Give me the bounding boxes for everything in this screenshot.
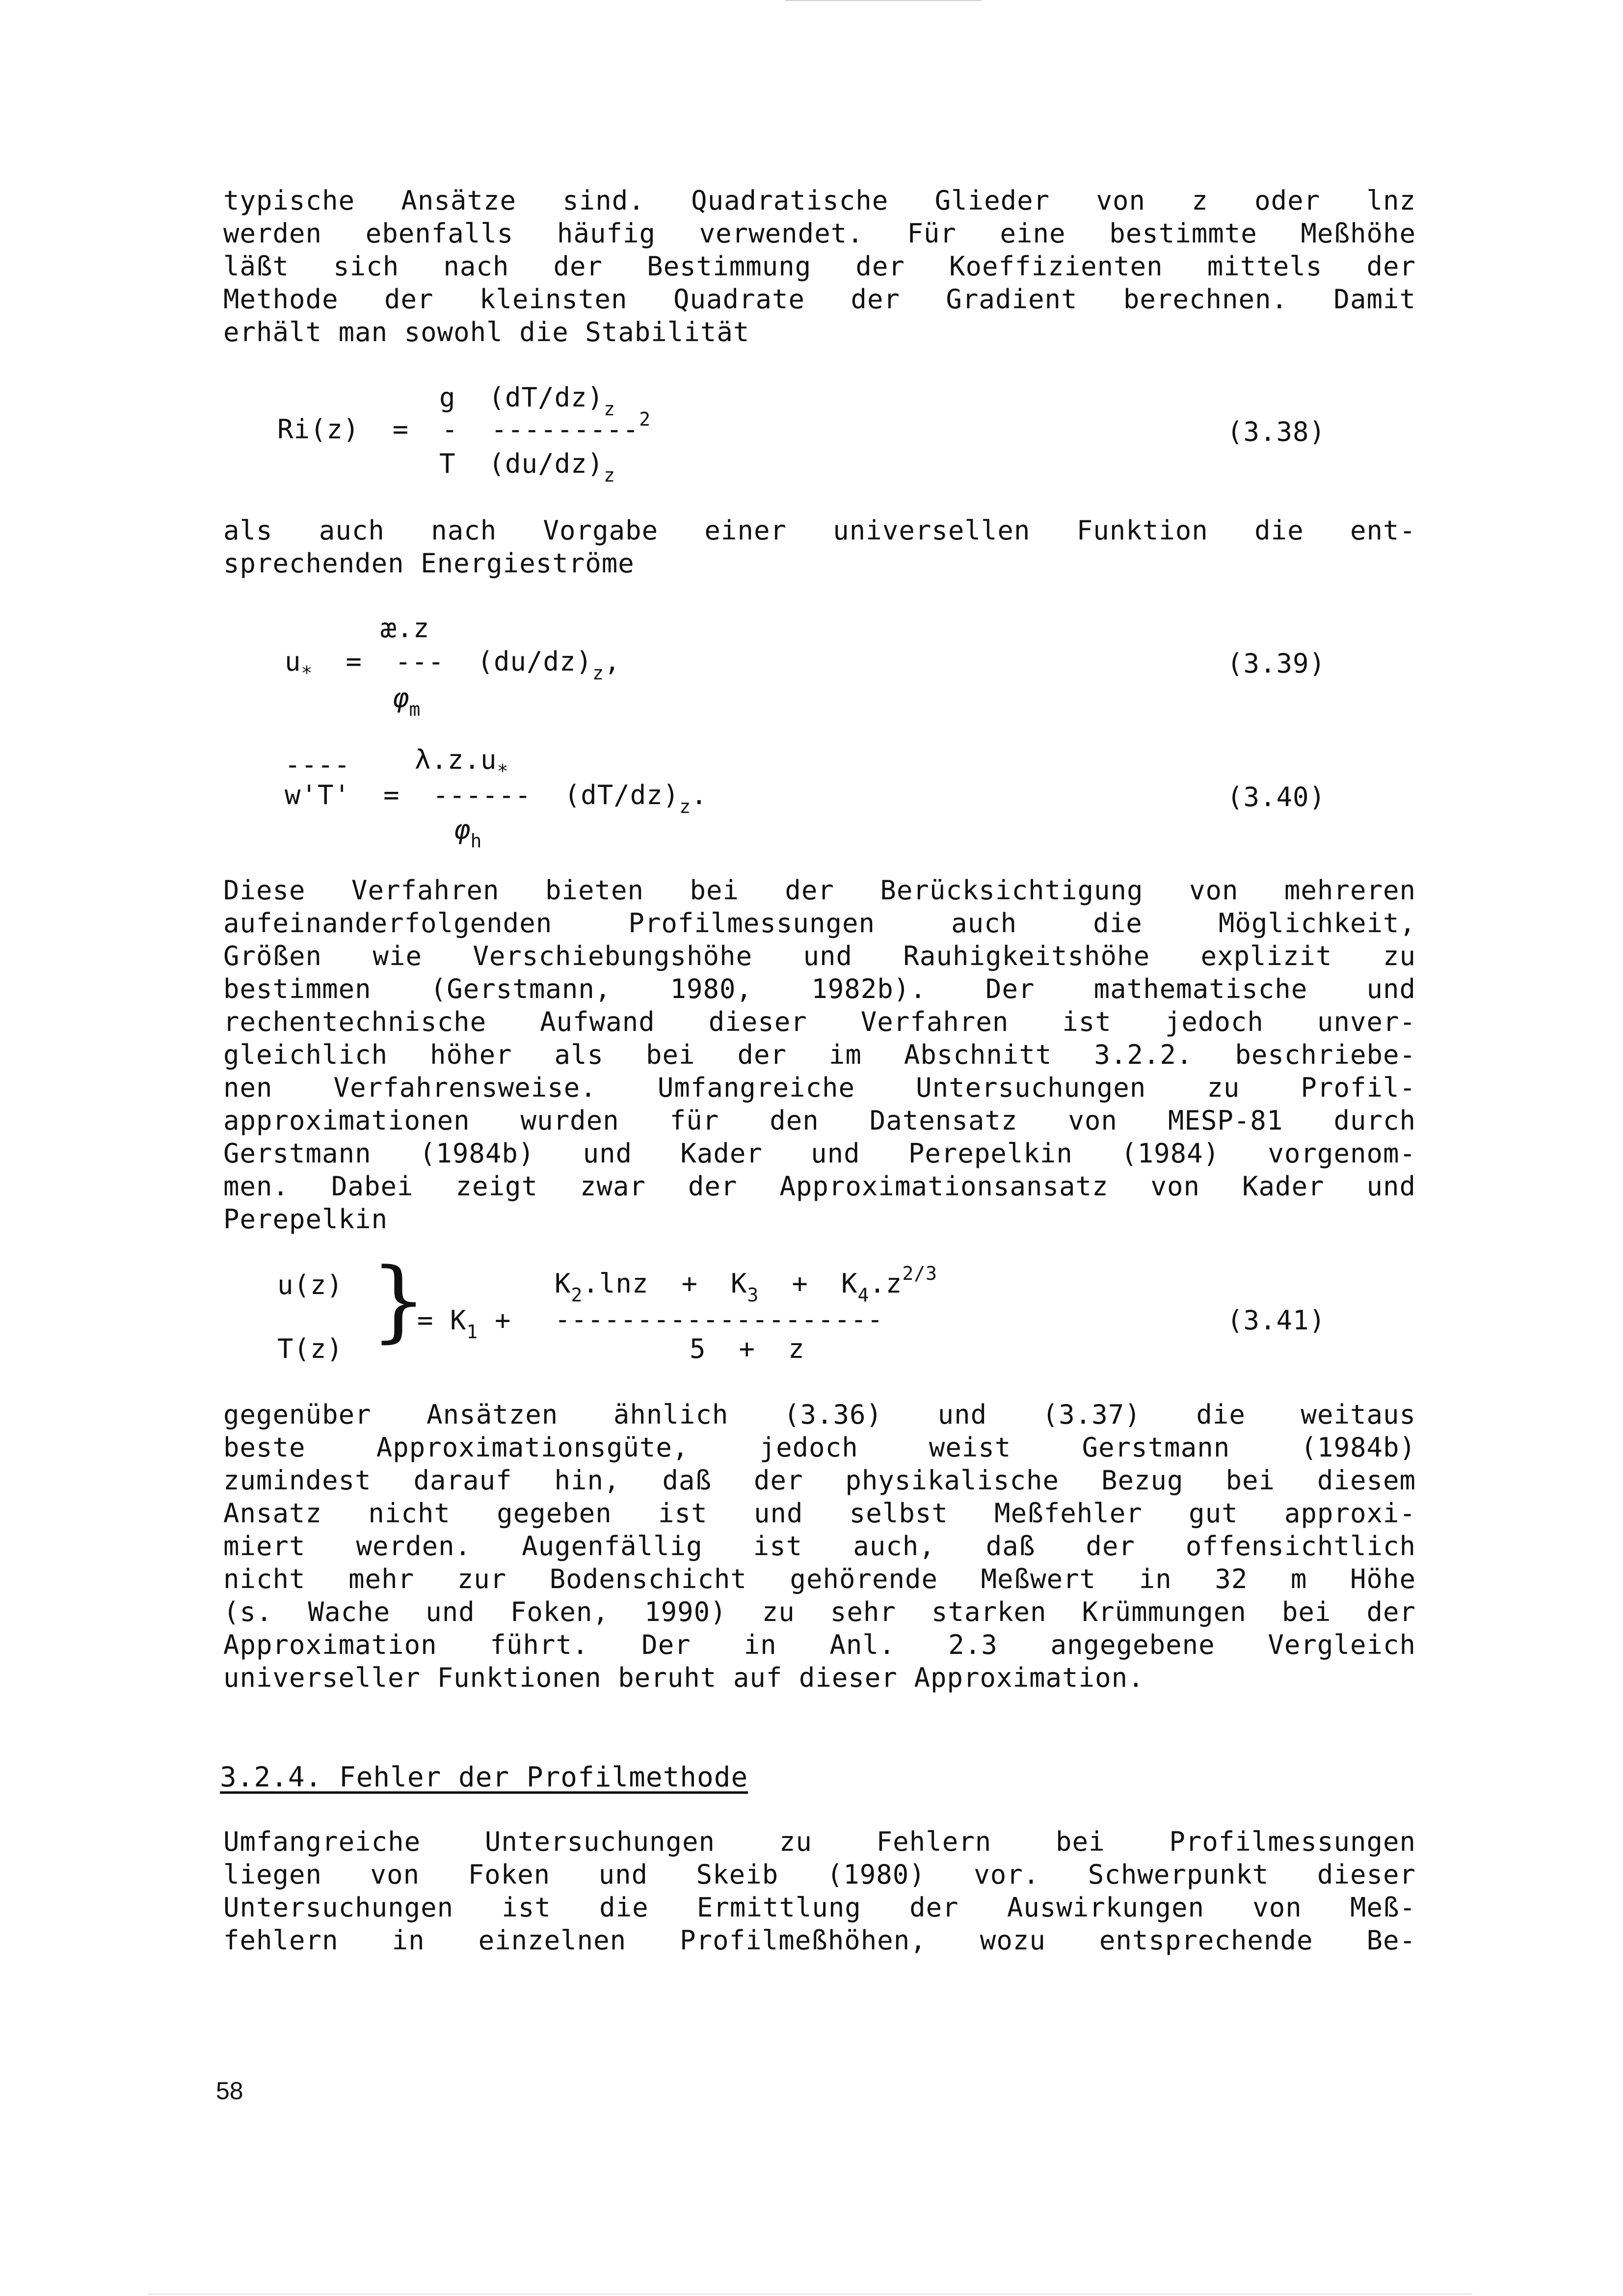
paragraph-3 bbox=[223, 874, 1416, 1236]
eq-subscript: 4 bbox=[857, 1284, 870, 1306]
text-line: typische Ansätze sind. Quadratische Glieder von z oder lnz bbox=[223, 185, 1416, 216]
text-line: nicht mehr zur Bodenschicht gehörende Meßwert in 32 m Höhe bbox=[223, 1564, 1416, 1594]
eq-numerator-part: + K bbox=[759, 1268, 858, 1299]
text-line: Untersuchungen ist die Ermittlung der Auswirkungen von Meß- bbox=[223, 1892, 1416, 1923]
text-line: gegenüber Ansätzen ähnlich (3.36) und (3.37) die weitaus bbox=[223, 1399, 1416, 1430]
text-line: Approximation führt. Der in Anl. 2.3 angegebene Vergleich bbox=[223, 1629, 1416, 1660]
eq-superscript: 2/3 bbox=[902, 1263, 938, 1284]
text-line: nen Verfahrensweise. Umfangreiche Untersuchungen zu Profil- bbox=[223, 1072, 1416, 1103]
eq-numerator: æ.z bbox=[380, 613, 430, 644]
paragraph-5 bbox=[223, 1825, 1416, 1957]
eq-lhs: Ri(z) = - --------- bbox=[277, 414, 639, 445]
eq-subscript: z bbox=[604, 464, 615, 486]
text-line: beste Approximationsgüte, jedoch weist Gerstmann (1984b) bbox=[223, 1432, 1416, 1463]
eq-numerator-part: .lnz + K bbox=[583, 1268, 747, 1299]
text-line: Ansatz nicht gegeben ist und selbst Meßfehler gut approxi- bbox=[223, 1498, 1416, 1529]
text-line: fehlern in einzelnen Profilmeßhöhen, wozu entsprechende Be- bbox=[223, 1925, 1416, 1956]
equation-number: (3.41) bbox=[1227, 1305, 1326, 1336]
section-heading: 3.2.4. Fehler der Profilmethode bbox=[220, 1761, 748, 1793]
eq-denominator: 5 + z bbox=[690, 1333, 805, 1364]
eq-overline: ---- bbox=[285, 749, 351, 780]
text-line: bestimmen (Gerstmann, 1980, 1982b). Der mathematische und bbox=[223, 973, 1416, 1004]
page-number: 58 bbox=[216, 2077, 243, 2105]
eq-subscript: m bbox=[409, 699, 421, 720]
eq-rhs: = --- (du/dz) bbox=[313, 646, 593, 677]
text-line: liegen von Foken und Skeib (1980) vor. Schwerpunkt dieser bbox=[223, 1859, 1416, 1890]
eq-rhs: = K bbox=[417, 1305, 467, 1336]
text-line: Umfangreiche Untersuchungen zu Fehlern bei Profilmessungen bbox=[223, 1826, 1416, 1857]
text-line: miert werden. Augenfällig ist auch, daß der offensichtlich bbox=[223, 1531, 1416, 1562]
eq-lhs: u bbox=[285, 646, 301, 677]
text-line: Diese Verfahren bieten bei der Berücksichtigung von mehreren bbox=[223, 875, 1416, 906]
eq-fraction-bar: -------------------- bbox=[555, 1304, 884, 1335]
eq-tail: . bbox=[691, 780, 708, 810]
eq-subscript: 3 bbox=[747, 1284, 759, 1306]
eq-lhs: w'T' = ------ (dT/dz) bbox=[285, 780, 680, 810]
eq-t-of-z: T(z) bbox=[277, 1333, 344, 1364]
eq-subscript: z bbox=[604, 398, 615, 420]
eq-numerator-part: .z bbox=[869, 1268, 903, 1299]
text-line: sprechenden Energieströme bbox=[223, 548, 635, 579]
text-line: Gerstmann (1984b) und Kader und Perepelkin (1984) vorgenom- bbox=[223, 1138, 1416, 1169]
eq-numerator: K bbox=[555, 1268, 571, 1299]
paragraph-4 bbox=[223, 1398, 1416, 1694]
eq-denominator: T (du/dz) bbox=[439, 448, 604, 479]
text-line: approximationen wurden für den Datensatz von MESP-81 durch bbox=[223, 1105, 1416, 1136]
text-line: gleichlich höher als bei der im Abschnitt 3.2.2. beschriebe- bbox=[223, 1039, 1416, 1070]
eq-u-of-z: u(z) bbox=[277, 1270, 344, 1300]
text-line: Größen wie Verschiebungshöhe und Rauhigkeitshöhe explizit zu bbox=[223, 941, 1416, 972]
text-line: rechentechnische Aufwand dieser Verfahren ist jedoch unver- bbox=[223, 1006, 1416, 1037]
text-line: universeller Funktionen beruht auf dieser Approximation. bbox=[223, 1662, 1144, 1693]
eq-subscript: h bbox=[470, 830, 482, 852]
text-line: Methode der kleinsten Quadrate der Gradient berechnen. Damit bbox=[223, 284, 1416, 315]
text-line: Perepelkin bbox=[223, 1204, 388, 1235]
right-brace: } bbox=[371, 1249, 427, 1352]
eq-tail: , bbox=[604, 646, 621, 677]
eq-denominator: φ bbox=[393, 682, 409, 713]
scan-artifact-top bbox=[785, 0, 982, 1]
eq-denominator: φ bbox=[454, 814, 471, 845]
paragraph-2 bbox=[223, 514, 1416, 580]
eq-subscript: 1 bbox=[466, 1321, 479, 1343]
text-line: aufeinanderfolgenden Profilmessungen auch die Möglichkeit, bbox=[223, 908, 1416, 939]
equation-number: (3.38) bbox=[1227, 416, 1326, 447]
eq-subscript: * bbox=[301, 662, 313, 684]
paragraph-1 bbox=[223, 184, 1416, 349]
eq-subscript: z bbox=[592, 662, 604, 684]
text-line: (s. Wache und Foken, 1990) zu sehr starken Krümmungen bei der bbox=[223, 1596, 1416, 1627]
eq-plus: + bbox=[478, 1305, 511, 1336]
scan-artifact-bottom bbox=[147, 2294, 1472, 2295]
text-line: werden ebenfalls häufig verwendet. Für eine bestimmte Meßhöhe bbox=[223, 218, 1416, 249]
equation-number: (3.39) bbox=[1227, 648, 1326, 679]
eq-subscript: z bbox=[679, 796, 692, 817]
eq-numerator: λ.z.u bbox=[415, 744, 497, 775]
equation-number: (3.40) bbox=[1227, 782, 1326, 812]
text-line: erhält man sowohl die Stabilität bbox=[223, 317, 750, 348]
eq-subscript: 2 bbox=[571, 1284, 583, 1306]
eq-subscript: * bbox=[497, 760, 509, 782]
text-line: zumindest darauf hin, daß der physikalische Bezug bei diesem bbox=[223, 1465, 1416, 1496]
text-line: läßt sich nach der Bestimmung der Koeffizienten mittels der bbox=[223, 251, 1416, 282]
text-line: men. Dabei zeigt zwar der Approximationsansatz von Kader und bbox=[223, 1171, 1416, 1202]
eq-numerator: g (dT/dz) bbox=[439, 382, 604, 413]
eq-superscript: 2 bbox=[639, 408, 651, 430]
text-line: als auch nach Vorgabe einer universellen Funktion die ent- bbox=[223, 515, 1416, 546]
